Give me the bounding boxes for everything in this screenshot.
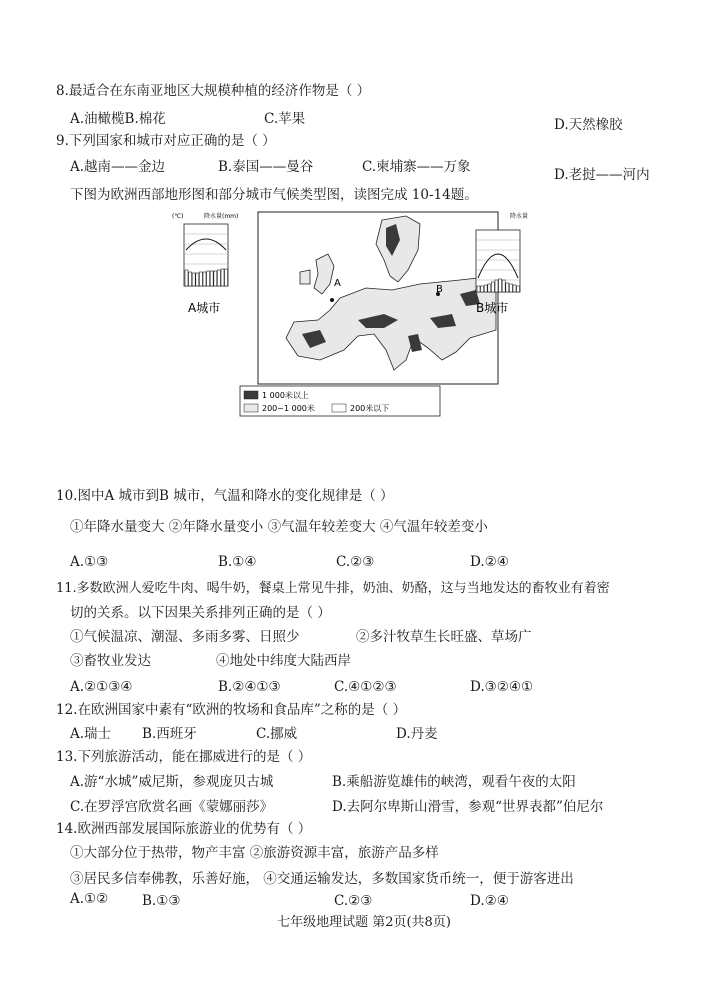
q11-stem-1: 11.多数欧洲人爱吃牛肉、喝牛奶，餐桌上常见牛排，奶油、奶酪，这与当地发达的畜牧业有着密 <box>56 581 610 596</box>
q14-option-a: A.①② <box>70 891 109 907</box>
q8-stem: 8.最适合在东南亚地区大规模种植的经济作物是（ ） <box>56 83 371 99</box>
city-a-label: A城市 <box>188 301 221 315</box>
q10-stem: 10.图中A 城市到B 城市，气温和降水的变化规律是（ ） <box>56 488 394 504</box>
figure-intro: 下图为欧洲西部地形图和部分城市气候类型图，读图完成 10-14题。 <box>70 187 478 203</box>
map-letter-a: A <box>334 278 341 289</box>
q10-statements: ①年降水量变大 ②年降水量变小 ③气温年较差变大 ④气温年较差变小 <box>70 519 488 535</box>
q8-option-ab: A.油橄榄B.棉花 <box>70 111 166 127</box>
q9-option-a: A.越南——金边 <box>70 159 166 175</box>
q12-option-b: B.西班牙 <box>142 726 197 742</box>
q11-option-d: D.③②④① <box>470 679 534 695</box>
legend-mid: 200~1 000米 <box>262 404 315 413</box>
q13-option-c: C.在罗浮宫欣赏名画《蒙娜丽莎》 <box>70 799 274 815</box>
q12-option-a: A.瑞士 <box>70 726 112 742</box>
page-footer: 七年级地理试题 第2页(共8页) <box>277 915 451 930</box>
q14-option-b: B.①③ <box>142 893 181 909</box>
city-a-climate-chart <box>172 212 238 315</box>
q11-statement-2: ②多汁牧草生长旺盛、草场广 <box>356 629 532 645</box>
q13-stem: 13.下列旅游活动，能在挪威进行的是（ ） <box>56 749 312 765</box>
q11-option-b: B.②④①③ <box>218 679 281 695</box>
q11-stem-2: 切的关系。以下因果关系排列正确的是（ ） <box>70 605 331 621</box>
map-letter-b: B <box>436 284 443 295</box>
q12-option-d: D.丹麦 <box>396 726 438 742</box>
q13-option-d: D.去阿尔卑斯山滑雪，参观“世界表都”伯尼尔 <box>332 799 604 815</box>
q8-option-c: C.苹果 <box>264 111 306 127</box>
legend-low: 200米以下 <box>350 404 390 413</box>
q13-option-a: A.游“水城”威尼斯，参观庞贝古城 <box>70 774 274 790</box>
q9-option-d: D.老挝——河内 <box>554 167 650 183</box>
legend-high: 1 000米以上 <box>262 391 309 400</box>
q10-option-d: D.②④ <box>470 554 509 570</box>
chart-a-unit-right: 降水量(mm) <box>204 213 239 220</box>
chart-b-unit: 降水量 <box>510 213 529 220</box>
q12-option-c: C.挪威 <box>256 726 298 742</box>
europe-map-figure <box>170 210 590 420</box>
q10-option-a: A.①③ <box>70 554 109 570</box>
q14-statements-1-2: ①大部分位于热带，物产丰富 ②旅游资源丰富，旅游产品多样 <box>70 845 439 861</box>
q14-option-d: D.②④ <box>470 893 509 909</box>
q11-option-a: A.②①③④ <box>70 679 133 695</box>
q8-option-d: D.天然橡胶 <box>554 117 623 133</box>
q10-option-b: B.①④ <box>218 554 257 570</box>
q11-statement-4: ④地处中纬度大陆西岸 <box>216 653 351 669</box>
q9-option-c: C.柬埔寨——万象 <box>362 159 471 175</box>
europe-terrain-map <box>240 212 498 416</box>
chart-a-unit-left: (℃) <box>172 213 184 220</box>
q14-stem: 14.欧洲西部发展国际旅游业的优势有（ ） <box>56 821 312 837</box>
q12-stem: 12.在欧洲国家中素有“欧洲的牧场和食品库”之称的是（ ） <box>56 702 407 718</box>
q14-option-c: C.②③ <box>334 893 373 909</box>
q11-option-c: C.④①②③ <box>334 679 397 695</box>
q11-statement-3: ③畜牧业发达 <box>70 653 151 669</box>
q13-option-b: B.乘船游览雄伟的峡湾，观看午夜的太阳 <box>332 774 576 790</box>
q10-option-c: C.②③ <box>336 554 375 570</box>
q14-statements-3-4: ③居民多信奉佛教，乐善好施， ④交通运输发达，多数国家货币统一，便于游客进出 <box>70 871 574 887</box>
q11-statement-1: ①气候温凉、潮湿、多雨多雾、日照少 <box>70 629 300 645</box>
q9-stem: 9.下列国家和城市对应正确的是（ ） <box>56 133 276 149</box>
city-b-label: B城市 <box>476 301 509 315</box>
q9-option-b: B.泰国——曼谷 <box>218 159 314 175</box>
